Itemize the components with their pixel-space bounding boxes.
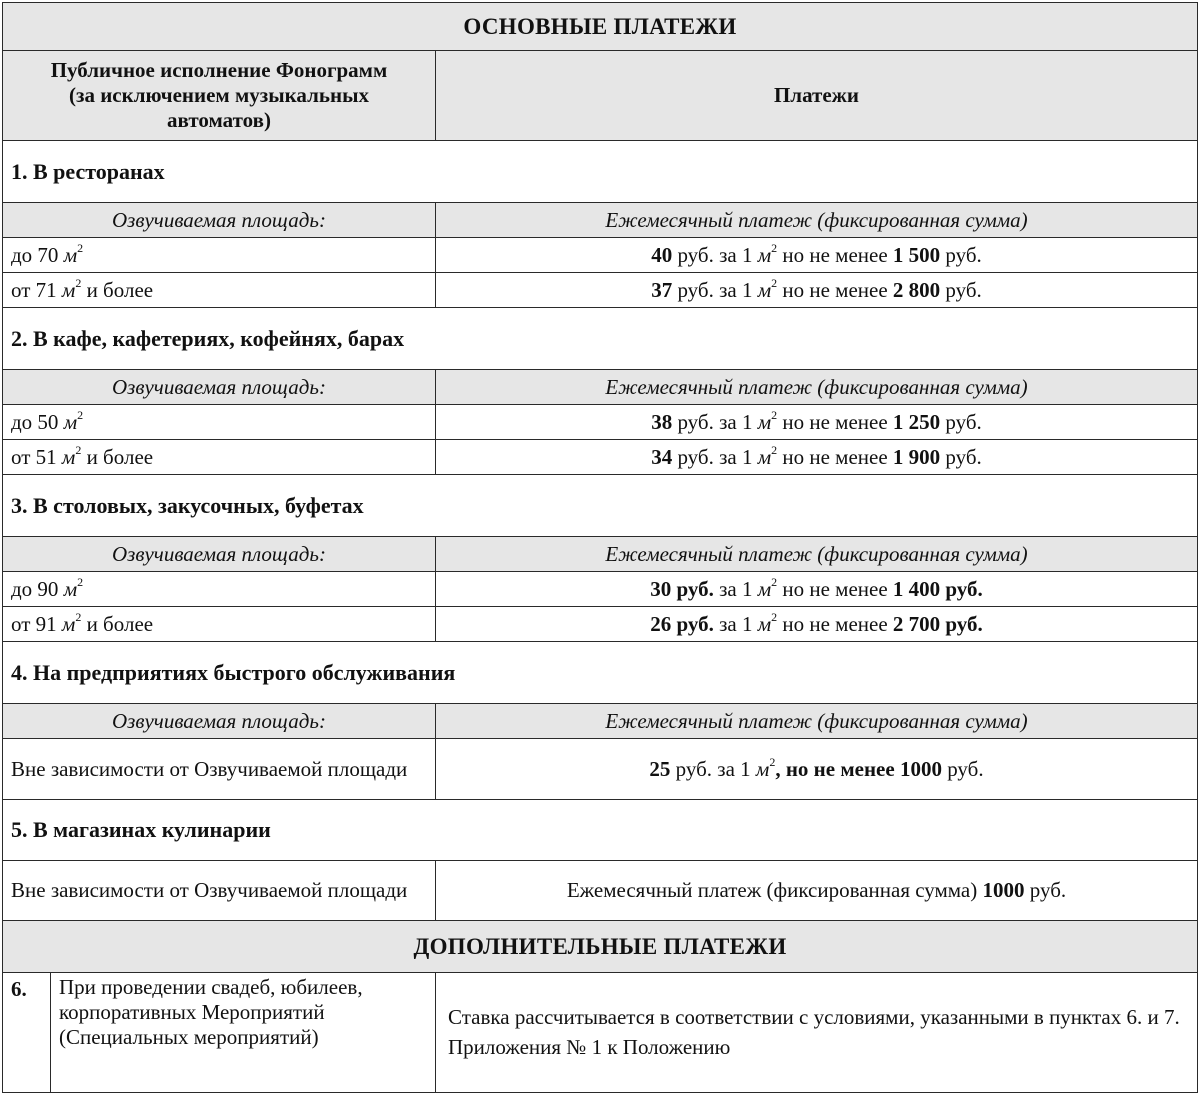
area-cell: до 50 $м^2$ (3, 405, 436, 440)
payment-cell: 38 руб. за 1 $м^2$ но не менее 1 250 руб. (436, 405, 1198, 440)
header-right: Платежи (436, 51, 1198, 141)
item-number: 6. (3, 973, 51, 1093)
table-row (3, 739, 1198, 800)
payment-cell: 34 руб. за 1 $м^2$ но не менее 1 900 руб. (436, 440, 1198, 475)
subheader-row (3, 537, 1198, 572)
subheader-row (3, 203, 1198, 238)
subheader-payment: Ежемесячный платеж (фиксированная сумма) (436, 370, 1198, 405)
additional-title: ДОПОЛНИТЕЛЬНЫЕ ПЛАТЕЖИ (3, 921, 1198, 973)
section-heading: 2. В кафе, кафетериях, кофейнях, барах (3, 308, 1198, 370)
table-row (3, 238, 1198, 273)
subheader-payment: Ежемесячный платеж (фиксированная сумма) (436, 203, 1198, 238)
subheader-area: Озвучиваемая площадь: (3, 203, 436, 238)
area-cell: до 70 $м^2$ (3, 238, 436, 273)
subheader-area: Озвучиваемая площадь: (3, 537, 436, 572)
area-cell: Вне зависимости от Озвучиваемой площади (3, 861, 436, 921)
payment-cell: 40 руб. за 1 $м^2$ но не менее 1 500 руб. (436, 238, 1198, 273)
area-cell: от 91 $м^2$ и более (3, 607, 436, 642)
payment-cell: 25 руб. за 1 $м^2$, но не менее 1000 руб. (436, 739, 1198, 800)
section-heading-row (3, 800, 1198, 861)
area-cell: от 51 $м^2$ и более (3, 440, 436, 475)
payments-table (2, 2, 1198, 1093)
table-row (3, 973, 1198, 1093)
item-rate: Ставка рассчитывается в соответствии с условиями, указанными в пунктах 6. и 7. Приложения № 1 к Положению (436, 973, 1198, 1093)
table-row (3, 440, 1198, 475)
payment-cell: 26 руб. за 1 $м^2$ но не менее 2 700 руб. (436, 607, 1198, 642)
main-title-row (3, 3, 1198, 51)
section-heading-row (3, 308, 1198, 370)
area-cell: Вне зависимости от Озвучиваемой площади (3, 739, 436, 800)
subheader-row (3, 704, 1198, 739)
payments-document (2, 2, 1197, 1093)
subheader-payment: Ежемесячный платеж (фиксированная сумма) (436, 704, 1198, 739)
area-cell: до 90 $м^2$ (3, 572, 436, 607)
header-left: Публичное исполнение Фонограмм (за исключением музыкальных автоматов) (3, 51, 436, 141)
subheader-area: Озвучиваемая площадь: (3, 370, 436, 405)
column-header-row (3, 51, 1198, 141)
section-heading-row (3, 475, 1198, 537)
section-heading-row (3, 642, 1198, 704)
section-heading: 3. В столовых, закусочных, буфетах (3, 475, 1198, 537)
table-row (3, 405, 1198, 440)
item-description: При проведении свадеб, юбилеев, корпоративных Мероприятий (Специальных мероприятий) (51, 973, 436, 1093)
section-heading-row (3, 141, 1198, 203)
table-row (3, 861, 1198, 921)
payment-cell: Ежемесячный платеж (фиксированная сумма) 1000 руб. (436, 861, 1198, 921)
table-row (3, 273, 1198, 308)
section-heading: 1. В ресторанах (3, 141, 1198, 203)
payment-cell: 37 руб. за 1 $м^2$ но не менее 2 800 руб. (436, 273, 1198, 308)
additional-title-row (3, 921, 1198, 973)
main-title: ОСНОВНЫЕ ПЛАТЕЖИ (3, 3, 1198, 51)
subheader-area: Озвучиваемая площадь: (3, 704, 436, 739)
area-cell: от 71 $м^2$ и более (3, 273, 436, 308)
payment-cell: 30 руб. за 1 $м^2$ но не менее 1 400 руб. (436, 572, 1198, 607)
subheader-payment: Ежемесячный платеж (фиксированная сумма) (436, 537, 1198, 572)
subheader-row (3, 370, 1198, 405)
table-row (3, 607, 1198, 642)
section-heading: 5. В магазинах кулинарии (3, 800, 1198, 861)
table-row (3, 572, 1198, 607)
section-heading: 4. На предприятиях быстрого обслуживания (3, 642, 1198, 704)
